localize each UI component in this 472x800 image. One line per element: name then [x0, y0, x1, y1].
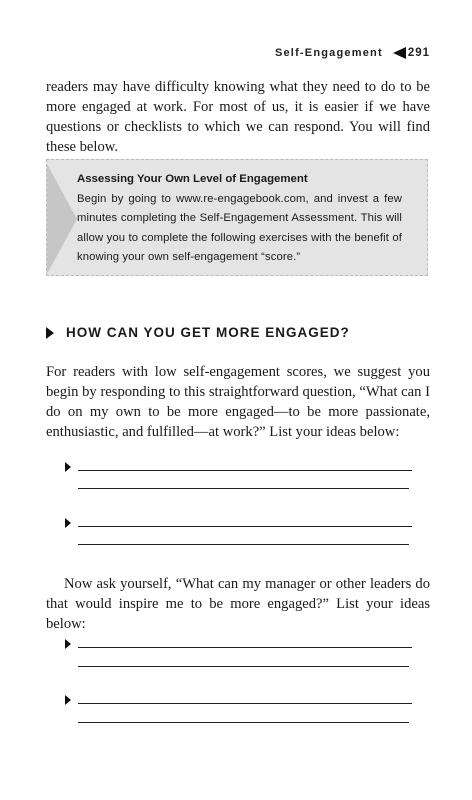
running-head: [275, 45, 430, 61]
answer-line[interactable]: [78, 647, 412, 648]
callout-box: [46, 159, 428, 276]
section-heading-text: HOW CAN YOU GET MORE ENGAGED?: [66, 325, 350, 340]
callout-title: Assessing Your Own Level of Engagement: [77, 173, 308, 185]
bullet-arrow-icon: [65, 639, 77, 649]
bullet-arrow-icon: [65, 518, 77, 528]
page-arrow-icon: [393, 47, 406, 59]
answer-line[interactable]: [78, 722, 409, 723]
answer-line[interactable]: [78, 488, 409, 489]
section-heading: [46, 325, 350, 340]
bullet-arrow-icon: [65, 462, 77, 472]
callout-triangle-icon: [47, 164, 77, 274]
question-paragraph-1: For readers with low self-engagement scores, we suggest you begin by responding to this straightforward question, “What can I do on my own to be more engaged—to be more passionate, enthusiastic, and fulfilled—at work?” List your ideas below:: [46, 364, 430, 440]
answer-line[interactable]: [78, 666, 409, 667]
running-head-title: Self-Engagement: [274, 47, 383, 59]
callout-body: Begin by going to www.re-engagebook.com, and invest a few minutes completing the Self-Engagement Assessment. This will allow you to complete the following exercises with the benefit of knowing your own self-engagement “score.”: [77, 193, 402, 264]
bullet-arrow-icon: [65, 695, 77, 705]
question-paragraph-2: Now ask yourself, “What can my manager or other leaders do that would inspire me to be more engaged?” List your ideas below:: [46, 576, 430, 632]
page-number: 291: [407, 47, 430, 59]
section-arrow-icon: [46, 327, 54, 339]
intro-paragraph: readers may have difficulty knowing what they need to do to be more engaged at work. For most of us, it is easier if we have questions or checklists to which we can respond. You will find these below.: [46, 79, 430, 155]
answer-line[interactable]: [78, 526, 412, 527]
answer-line[interactable]: [78, 703, 412, 704]
answer-line[interactable]: [78, 544, 409, 545]
answer-line[interactable]: [78, 470, 412, 471]
